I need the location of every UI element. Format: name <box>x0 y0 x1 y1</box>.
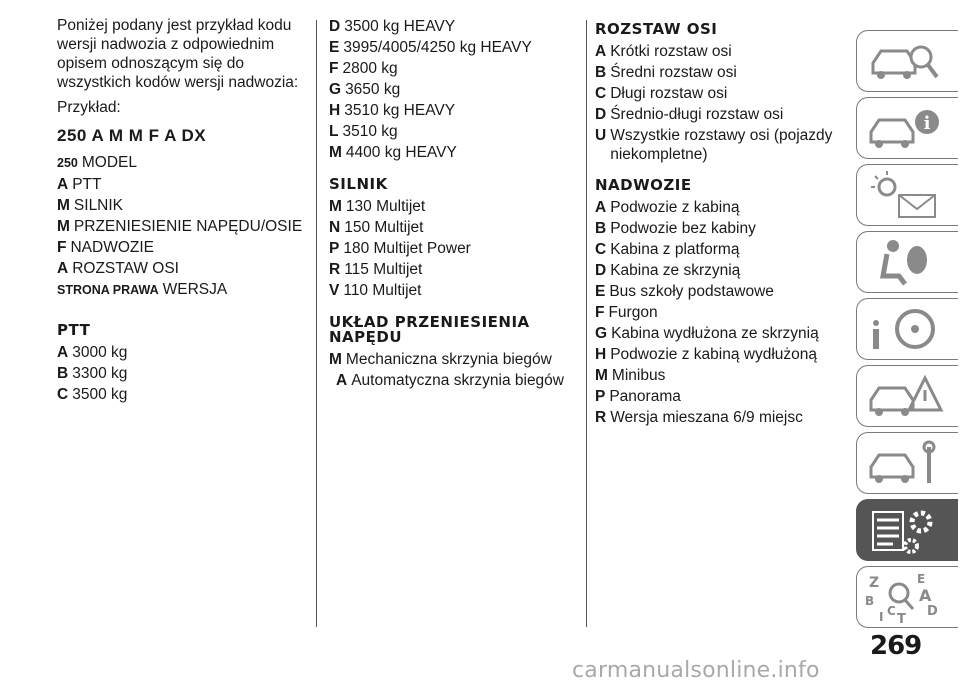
item-key: D <box>595 106 607 123</box>
list-item <box>595 260 835 281</box>
example-label: Przykład: <box>57 99 121 116</box>
index-letter: A <box>919 586 932 605</box>
item-key: U <box>595 127 607 144</box>
list-item <box>595 344 835 365</box>
item-key: F <box>329 60 339 77</box>
item-value: Furgon <box>608 304 658 321</box>
item-key: C <box>57 386 69 403</box>
list-item <box>595 83 835 104</box>
list-item <box>595 386 835 407</box>
list-item <box>595 365 835 386</box>
steering-wheel-icon <box>865 303 947 357</box>
item-key: B <box>57 365 69 382</box>
section-heading-naped-line1: UKŁAD PRZENIESIENIA <box>329 313 530 331</box>
item-key: A <box>595 199 607 216</box>
index-letter: Z <box>869 575 880 591</box>
list-item <box>329 37 579 58</box>
list-item <box>329 238 579 259</box>
list-item <box>329 58 579 79</box>
item-key: V <box>329 282 340 299</box>
list-item <box>595 125 835 164</box>
car-info-icon <box>865 102 947 156</box>
chapter-tab-3[interactable] <box>856 164 958 226</box>
list-item <box>57 216 307 237</box>
item-key: H <box>595 346 607 363</box>
item-value: Krótki rozstaw osi <box>610 43 732 60</box>
list-item <box>57 174 307 195</box>
list-item <box>57 152 307 174</box>
item-value: 3510 kg HEAVY <box>344 102 456 119</box>
item-key: N <box>329 219 341 236</box>
list-item <box>329 142 579 163</box>
list-item <box>595 281 835 302</box>
section-heading-nadwozie: NADWOZIE <box>595 176 692 194</box>
item-key: E <box>329 39 340 56</box>
column-divider-2 <box>586 20 587 627</box>
index-letter: D <box>927 604 938 619</box>
intro-text: Poniżej podany jest przykład kodu wersji nadwozia z odpowiednim opisem odnoszącym się do wszystkich kodów wersji nadwozia: <box>57 17 299 91</box>
column-divider-1 <box>316 20 317 627</box>
list-item <box>57 237 307 258</box>
item-key: E <box>595 283 606 300</box>
item-value: Kabina z platformą <box>610 241 740 258</box>
watermark: carmanualsonline.info <box>572 658 820 683</box>
list-item <box>57 258 307 279</box>
chapter-tab-4[interactable] <box>856 231 958 293</box>
list-item <box>595 218 835 239</box>
item-key: B <box>595 220 607 237</box>
item-value: Mechaniczna skrzynia biegów <box>345 351 552 368</box>
item-key: A <box>57 344 69 361</box>
section-heading-ptt: PTT <box>57 321 91 339</box>
item-value: 110 Multijet <box>343 282 422 299</box>
list-item <box>57 195 307 216</box>
item-value: 2800 kg <box>342 60 398 77</box>
item-key: C <box>595 85 607 102</box>
item-value: Kabina wydłużona ze skrzynią <box>611 325 819 342</box>
item-value: 130 Multijet <box>345 198 426 215</box>
airbag-seat-icon <box>865 236 947 290</box>
list-item <box>595 323 835 344</box>
chapter-tab-7[interactable] <box>856 432 958 494</box>
list-item <box>595 197 835 218</box>
column-2 <box>329 16 579 391</box>
list-item <box>329 121 579 142</box>
item-value: Długi rozstaw osi <box>610 85 728 102</box>
index-letter: T <box>897 612 906 625</box>
code-parts-list <box>57 152 307 301</box>
list-item <box>329 259 579 280</box>
item-value: 4400 kg HEAVY <box>345 144 457 161</box>
item-key: M <box>329 144 342 161</box>
index-letter: C <box>887 604 896 618</box>
item-key: R <box>595 409 607 426</box>
item-key: M <box>57 218 70 235</box>
list-item <box>57 279 307 301</box>
item-value: ROZSTAW OSI <box>72 260 179 277</box>
item-key: A <box>336 372 348 389</box>
car-search-icon <box>865 35 947 89</box>
list-item <box>595 41 835 62</box>
list-item <box>329 79 579 100</box>
item-value: NADWOZIE <box>70 239 154 256</box>
item-key: A <box>57 260 69 277</box>
item-key: A <box>57 176 69 193</box>
warning-lights-envelope-icon <box>865 169 947 223</box>
alphabet-index-icon <box>865 571 947 625</box>
item-value: PRZENIESIENIE NAPĘDU/OSIE <box>73 218 303 235</box>
chapter-tab-9[interactable] <box>856 566 958 628</box>
item-value: Podwozie bez kabiny <box>610 220 756 237</box>
item-value: 150 Multijet <box>344 219 424 236</box>
svg-text:i: i <box>923 113 931 134</box>
section-heading-naped-line2: NAPĘDU <box>329 328 403 346</box>
item-value: Średni rozstaw osi <box>610 64 737 81</box>
car-warning-icon <box>865 370 947 424</box>
example-code: 250 A M M F A DX <box>57 126 207 145</box>
item-value: 115 Multijet <box>344 261 423 278</box>
item-value: PTT <box>72 176 102 193</box>
item-key: F <box>57 239 67 256</box>
item-key: P <box>329 240 340 257</box>
list-item <box>595 407 835 428</box>
item-key: L <box>329 123 339 140</box>
page-number: 269 <box>870 631 922 661</box>
column-1 <box>57 16 307 405</box>
item-value: 180 Multijet Power <box>343 240 471 257</box>
item-key: STRONA PRAWA <box>57 283 159 297</box>
item-key: D <box>329 18 341 35</box>
item-key: C <box>595 241 607 258</box>
list-item <box>57 384 307 405</box>
item-key: F <box>595 304 605 321</box>
item-value: 3300 kg <box>72 365 128 382</box>
item-value: 3500 kg <box>72 386 128 403</box>
section-heading-rozstaw: ROZSTAW OSI <box>595 20 718 38</box>
car-wrench-icon <box>865 437 947 491</box>
chapter-tab-1[interactable] <box>856 30 958 92</box>
item-value: Średnio-długi rozstaw osi <box>610 106 784 123</box>
item-key: M <box>329 198 342 215</box>
item-key: 250 <box>57 156 78 170</box>
item-value: Wszystkie rozstawy osi (pojazdy niekompletne) <box>610 127 833 163</box>
list-item <box>329 217 579 238</box>
item-value: Podwozie z kabiną <box>610 199 740 216</box>
index-letter: E <box>917 572 926 586</box>
item-value: Podwozie z kabiną wydłużoną <box>610 346 817 363</box>
chapter-tab-2[interactable] <box>856 97 958 159</box>
item-key: P <box>595 388 606 405</box>
item-value: Kabina ze skrzynią <box>610 262 741 279</box>
list-item <box>329 370 579 391</box>
item-value: 3500 kg HEAVY <box>344 18 456 35</box>
item-value: Panorama <box>609 388 681 405</box>
item-key: G <box>329 81 342 98</box>
list-item <box>595 104 835 125</box>
item-key: R <box>329 261 341 278</box>
index-letter: I <box>879 610 884 624</box>
item-value: WERSJA <box>162 281 228 298</box>
item-value: SILNIK <box>73 197 124 214</box>
item-value: Bus szkoły podstawowe <box>609 283 774 300</box>
item-key: M <box>595 367 608 384</box>
item-value: 3510 kg <box>342 123 398 140</box>
list-item <box>57 342 307 363</box>
item-key: B <box>595 64 607 81</box>
item-value: Minibus <box>611 367 666 384</box>
list-item <box>329 100 579 121</box>
section-heading-silnik: SILNIK <box>329 175 388 193</box>
item-key: A <box>595 43 607 60</box>
list-gear-icon <box>865 504 947 558</box>
item-key: H <box>329 102 341 119</box>
item-key: D <box>595 262 607 279</box>
list-item <box>329 280 579 301</box>
list-item <box>329 16 579 37</box>
item-value: 3000 kg <box>72 344 128 361</box>
item-value: 3995/4005/4250 kg HEAVY <box>343 39 532 56</box>
item-value: 3650 kg <box>345 81 401 98</box>
column-3 <box>595 16 835 428</box>
list-item <box>595 302 835 323</box>
item-value: Wersja mieszana 6/9 miejsc <box>610 409 803 426</box>
list-item <box>329 349 579 370</box>
chapter-tab-8-active[interactable] <box>856 499 958 561</box>
list-item <box>329 196 579 217</box>
index-letter: B <box>865 594 875 608</box>
item-key: M <box>329 351 342 368</box>
item-value: Automatyczna skrzynia biegów <box>351 372 564 389</box>
item-key: G <box>595 325 608 342</box>
list-item <box>595 239 835 260</box>
chapter-tab-6[interactable] <box>856 365 958 427</box>
list-item <box>595 62 835 83</box>
chapter-tab-5[interactable] <box>856 298 958 360</box>
item-key: M <box>57 197 70 214</box>
item-value: MODEL <box>81 154 137 171</box>
list-item <box>57 363 307 384</box>
